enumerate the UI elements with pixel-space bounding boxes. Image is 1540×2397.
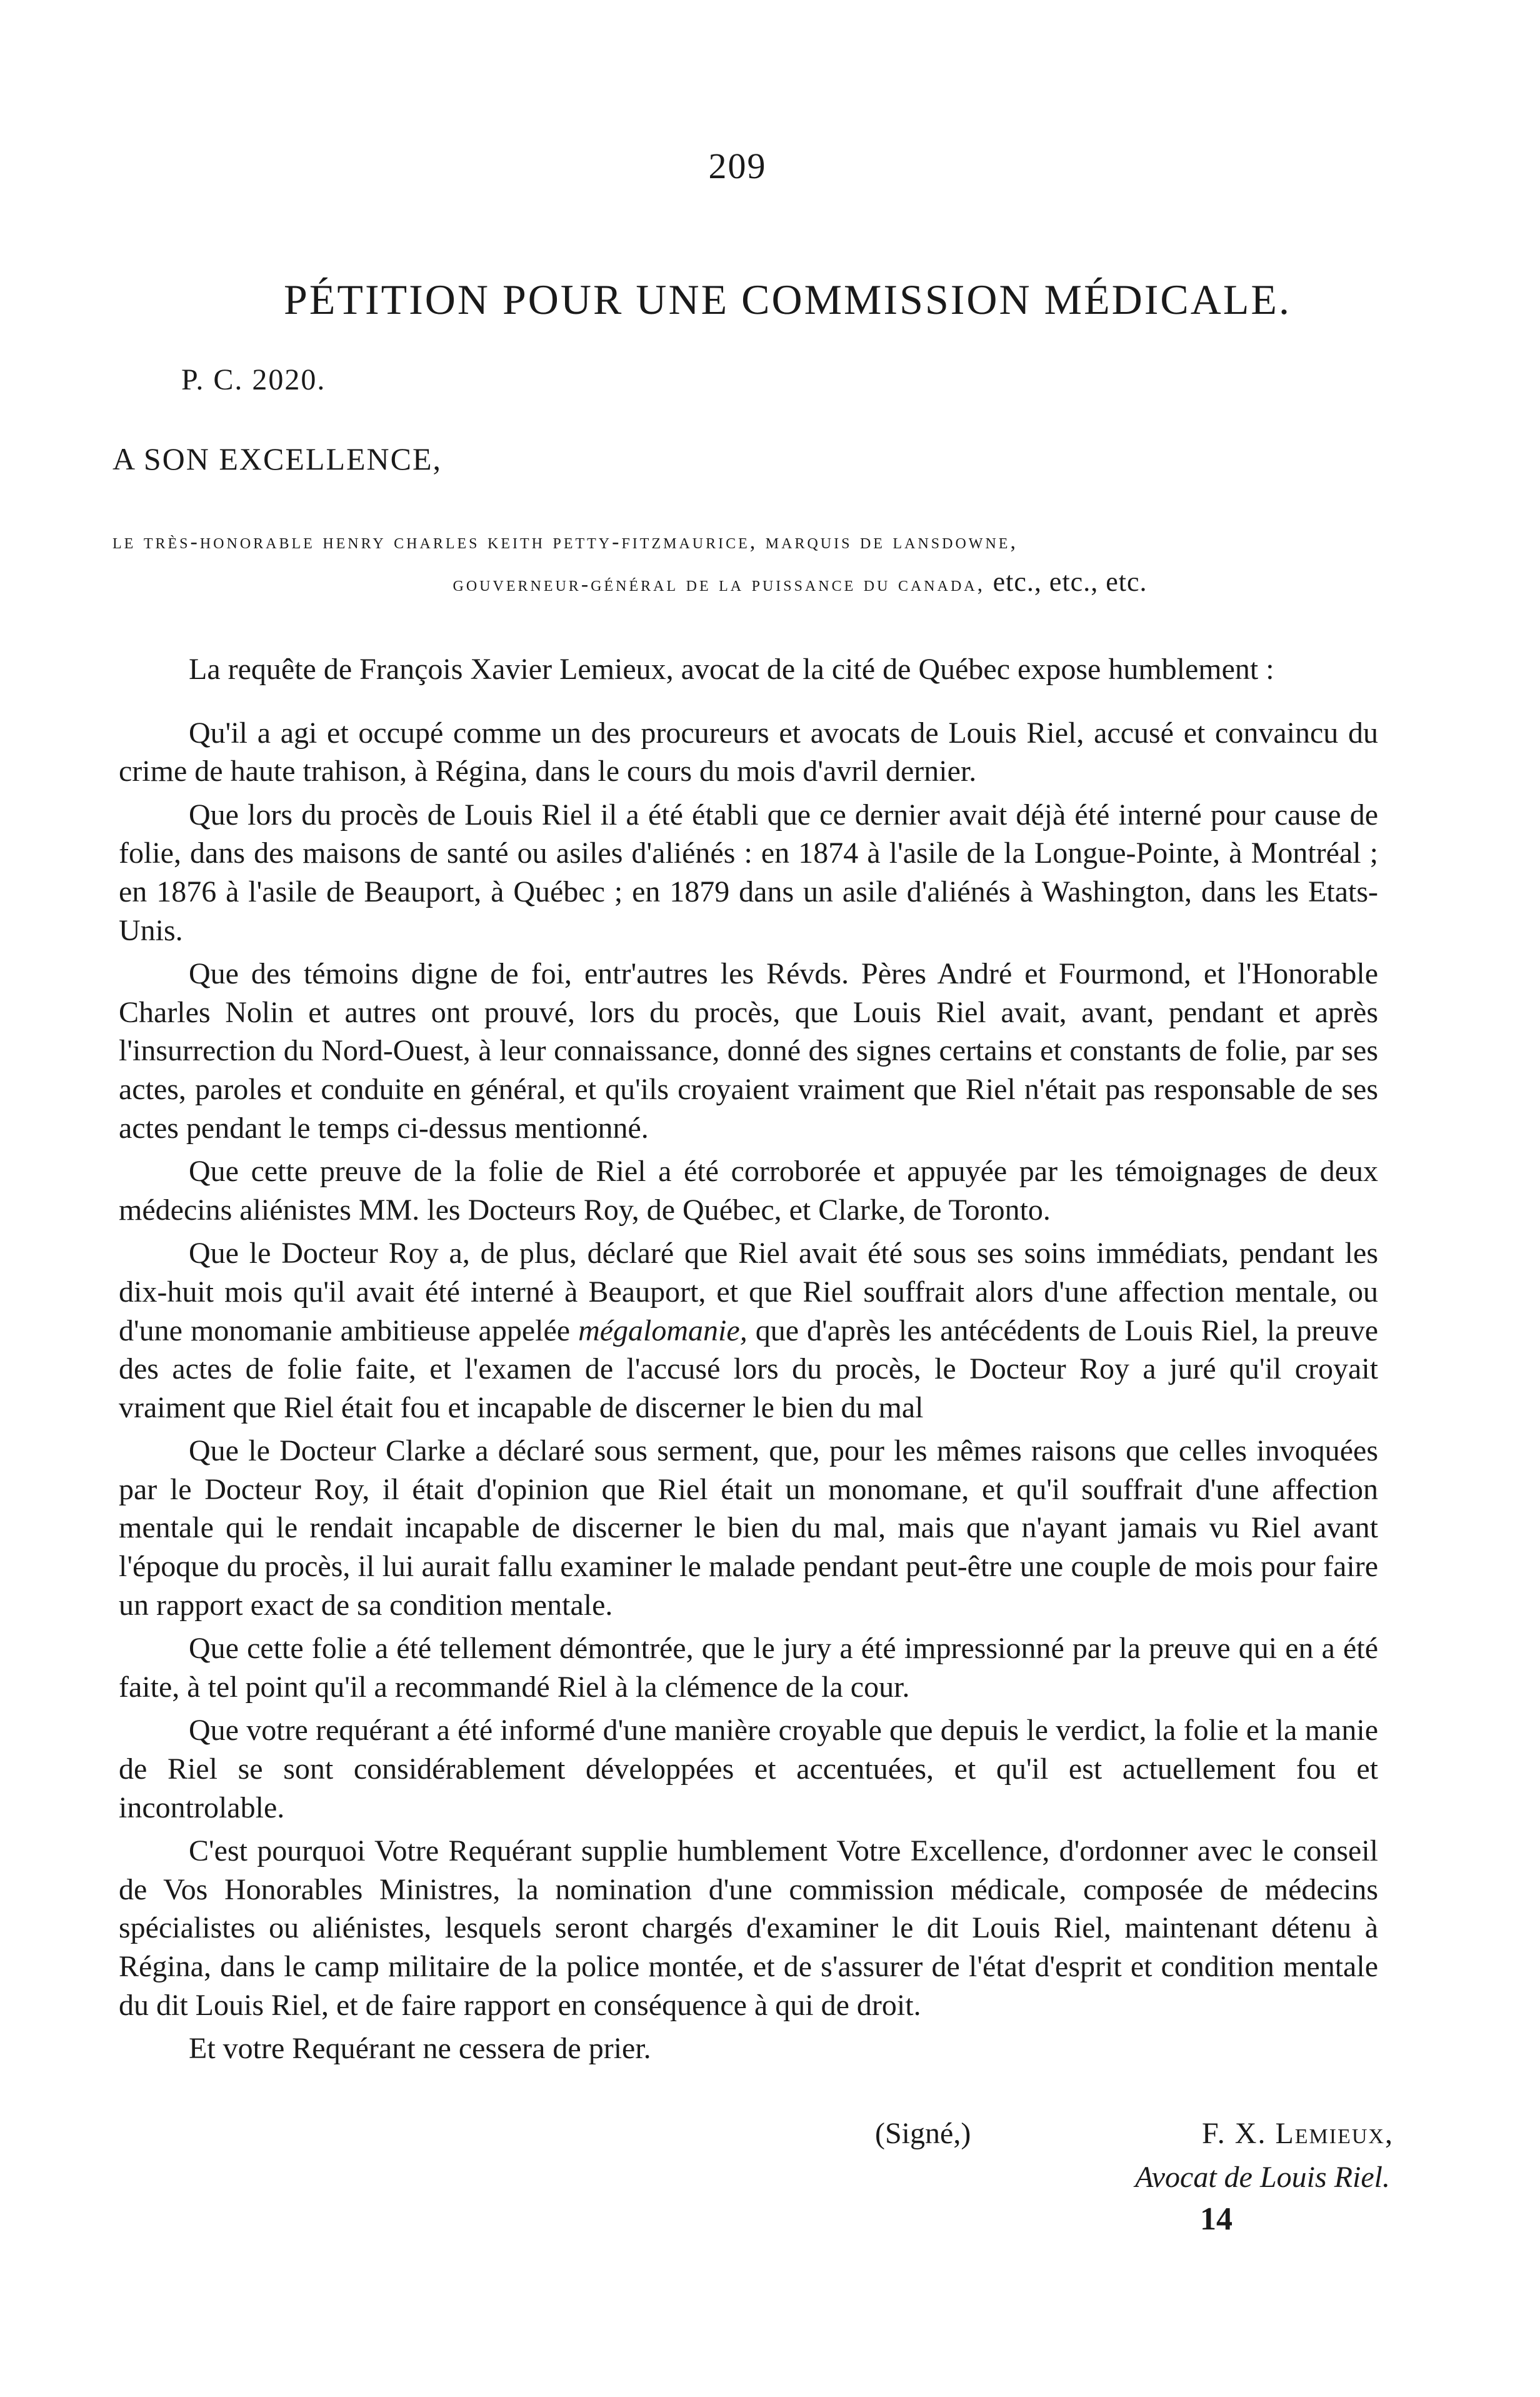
paragraph-4: Que des témoins digne de foi, entr'autres les Révds. Pères André et Fourmond, et l'Honorable Charles Nolin et autres ont prouvé, lors du procès, que Louis Riel avait, avant, pendant et après l'insurrection du Nord-Ouest, à leur connaissance, donné des signes certains et constants de folie, par ses actes, paroles et conduite en général, et qu'ils croyaient vraiment que Riel n'était pas responsable de ses actes pendant le temps ci-dessus mentionné. <box>119 957 1378 1145</box>
petition-body <box>119 650 1378 2073</box>
salutation: A SON EXCELLENCE, <box>112 441 442 476</box>
paragraph-9: Que votre requérant a été informé d'une manière croyable que depuis le verdict, la folie et la manie de Riel se sont considérablement développées et accentuées, et qu'il est actuellement fou et incontrolable. <box>119 1714 1378 1824</box>
sheet-number: 14 <box>1200 2201 1232 2237</box>
reference-number: P. C. 2020. <box>181 363 326 396</box>
paragraph-6-italic: mégalomanie, <box>578 1314 748 1347</box>
signer-role: Avocat de Louis Riel. <box>1135 2161 1390 2194</box>
signed-label: (Signé,) <box>875 2117 971 2150</box>
paragraph-6 <box>119 1234 1378 1427</box>
paragraph-6-after: que d'après les antécédents de Louis Riel, la preuve des actes de folie faite, et l'examen de l'accusé lors du procès, le Docteur Roy a juré qu'il croyait vraiment que Riel était fou et incapable de discerner le bien du mal <box>119 1314 1378 1424</box>
signature-row <box>875 2116 1394 2160</box>
page-number: 209 <box>708 146 767 186</box>
document-title: PÉTITION POUR UNE COMMISSION MÉDICALE. <box>284 276 1291 323</box>
addressee-line-2 <box>112 562 1450 605</box>
paragraph-8: Que cette folie a été tellement démontrée, que le jury a été impressionné par la preuve qui en a été faite, à tel point qu'il a recommandé Riel à la clémence de la cour. <box>119 1632 1378 1704</box>
paragraph-closing: Et votre Requérant ne cessera de prier. <box>189 2032 651 2066</box>
paragraph-3: Que lors du procès de Louis Riel il a été établi que ce dernier avait déjà été interné pour cause de folie, dans des maisons de santé ou asiles d'aliénés : en 1874 à l'asile de la Longue-Pointe, à Montréal ; en 1876 à l'asile de Beauport, à Québec ; en 1879 dans un asile d'aliénés à Washington, dans les Etats-Unis. <box>119 798 1378 947</box>
paragraph-5: Que cette preuve de la folie de Riel a été corroborée et appuyée par les témoignages de deux médecins aliénistes MM. les Docteurs Roy, de Québec, et Clarke, de Toronto. <box>119 1155 1378 1227</box>
paragraph-intro: La requête de François Xavier Lemieux, avocat de la cité de Québec expose humblement : <box>189 653 1274 686</box>
addressee-block <box>112 522 1450 605</box>
paragraph-6-before: Que le Docteur Roy a, de plus, déclaré que Riel avait été sous ses soins immédiats, pendant les dix-huit mois qu'il avait été interné à Beauport, et que Riel souffrait alors d'une affection mentale, ou d'une monomanie ambitieuse appelée <box>119 1237 1378 1347</box>
paragraph-7: Que le Docteur Clarke a déclaré sous serment, que, pour les mêmes raisons que celles invoquées par le Docteur Roy, il était d'opinion que Riel était un monomane, et qu'il souffrait d'une affection mentale qui le rendait incapable de discerner le bien du mal, mais que n'ayant jamais vu Riel avant l'époque du procès, il lui aurait fallu examiner le malade pendant peut-être une couple de mois pour faire un rapport exact de sa condition mentale. <box>119 1434 1378 1622</box>
signer-name: F. X. Lemieux, <box>1201 2117 1394 2150</box>
paragraph-10: C'est pourquoi Votre Requérant supplie humblement Votre Excellence, d'ordonner avec le conseil de Vos Honorables Ministres, la nomination d'une commission médicale, composée de médecins spécialistes ou aliénistes, lesquels seront chargés d'examiner le dit Louis Riel, maintenant détenu à Régina, dans le camp militaire de la police montée, et de s'assurer de l'état d'esprit et condition mentale du dit Louis Riel, et de faire rapport en conséquence à qui de droit. <box>119 1834 1378 2022</box>
paragraph-2: Qu'il a agi et occupé comme un des procureurs et avocats de Louis Riel, accusé et convaincu du crime de haute trahison, à Régina, dans le cours du mois d'avril dernier. <box>119 716 1378 788</box>
addressee-etc: etc., etc., etc. <box>992 566 1148 597</box>
addressee-line-2-text: gouverneur-général de la puissance du canada, <box>452 573 986 596</box>
addressee-line-1: le très-honorable henry charles keith petty-fitzmaurice, marquis de lansdowne, <box>112 530 1018 553</box>
